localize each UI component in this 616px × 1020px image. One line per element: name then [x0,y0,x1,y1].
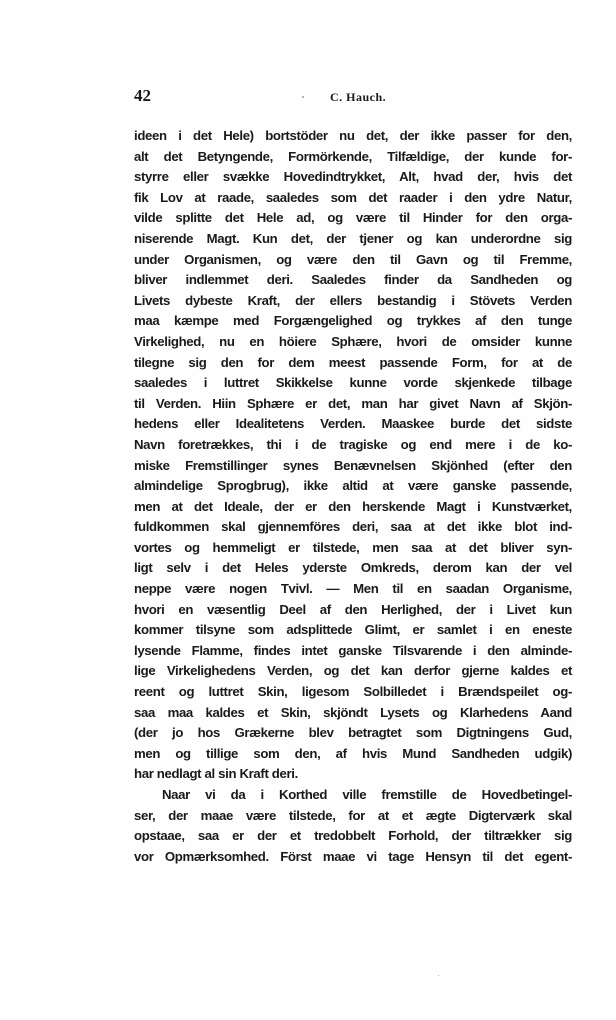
text-line: tilegne sig den for dem meest passende Form, for at de [134,354,572,370]
text-line: under Organismen, og være den til Gavn og til Fremme, [134,251,572,267]
text-line: niserende Magt. Kun det, der tjener og kan underordne sig [134,230,572,246]
text-line: men at det Ideale, der er den herskende Magt i Kunstværket, [134,498,572,514]
running-head: C. Hauch. [330,90,387,104]
page-header [134,86,572,110]
body-text [134,126,572,867]
text-line: alt det Betyngende, Formörkende, Tilfældige, der kunde for- [134,148,572,164]
paper-speck [302,96,304,98]
text-line: kommer tilsyne som adsplittede Glimt, er samlet i en eneste [134,622,572,638]
text-line: almindelige Sprogbrug), ikke altid at være ganske passende, [134,478,572,494]
text-line: ser, der maae være tilstede, for at et ægte Digterværk skal [134,807,572,823]
text-line: hvori en væsentlig Deel af den Herlighed, der i Livet kun [134,601,572,617]
text-line: styrre eller svække Hovedindtrykket, Alt, hvad der, hvis det [134,169,572,185]
text-line: (der jo hos Grækerne blev betragtet som Digtningens Gud, [134,725,572,741]
text-line: reent og luttret Skin, ligesom Solbilledet i Brændspeilet og- [134,684,572,700]
text-line: til Verden. Hiin Sphære er det, man har givet Navn af Skjön- [134,395,572,411]
text-line: bliver indlemmet deri. Saaledes finder da Sandheden og [134,272,572,288]
text-line: vilde splitte det Hele ad, og være til Hinder for den orga- [134,210,572,226]
text-line: fuldkommen skal gjennemföres deri, saa at det ikke blot ind- [134,519,572,535]
paper-speck [438,975,439,976]
text-line: maa kæmpe med Forgængelighed og trykkes af den tunge [134,313,572,329]
text-line: lige Virkelighedens Verden, og det kan derfor gjerne kaldes et [134,663,572,679]
text-line: vor Opmærksomhed. Först maae vi tage Hensyn til det egent- [134,848,572,864]
page-number: 42 [134,86,151,105]
paragraph-start-line: Naar vi da i Korthed ville fremstille de Hovedbetingel- [162,787,572,802]
paragraph-end-line: har nedlagt al sin Kraft deri. [134,766,298,782]
text-line: miske Fremstillinger synes Benævnelsen Skjönhed (efter den [134,457,572,473]
text-line: lysende Flamme, findes intet ganske Tilsvarende i den alminde- [134,642,572,658]
text-line: neppe være nogen Tvivl. — Men til en saadan Organisme, [134,581,572,597]
text-line: vortes og hemmeligt er tilstede, men saa at det bliver syn- [134,539,572,555]
text-line: Navn foretrækkes, thi i de tragiske og end mere i de ko- [134,436,572,452]
text-line: saa maa kaldes et Skin, skjöndt Lysets og Klarhedens Aand [134,704,572,720]
text-line: hedens eller Idealitetens Verden. Maaskee burde det sidste [134,416,572,432]
text-line: fik Lov at raade, saaledes som det raader i den ydre Natur, [134,189,572,205]
text-line: Virkelighed, nu en höiere Sphære, hvori de omsider kunne [134,333,572,349]
text-line: saaledes i luttret Skikkelse kunne vorde skjenkede tilbage [134,375,572,391]
text-line: ideen i det Hele) bortstöder nu det, der ikke passer for den, [134,128,572,143]
text-line: Livets dybeste Kraft, der ellers bestandig i Stövets Verden [134,292,572,308]
text-line: opstaae, saa er der et tredobbelt Forhold, der tiltrækker sig [134,828,572,844]
text-line: men og tillige som den, af hvis Mund Sandheden udgik) [134,745,572,761]
text-line: ligt selv i det Heles yderste Omkreds, derom kan der vel [134,560,572,576]
